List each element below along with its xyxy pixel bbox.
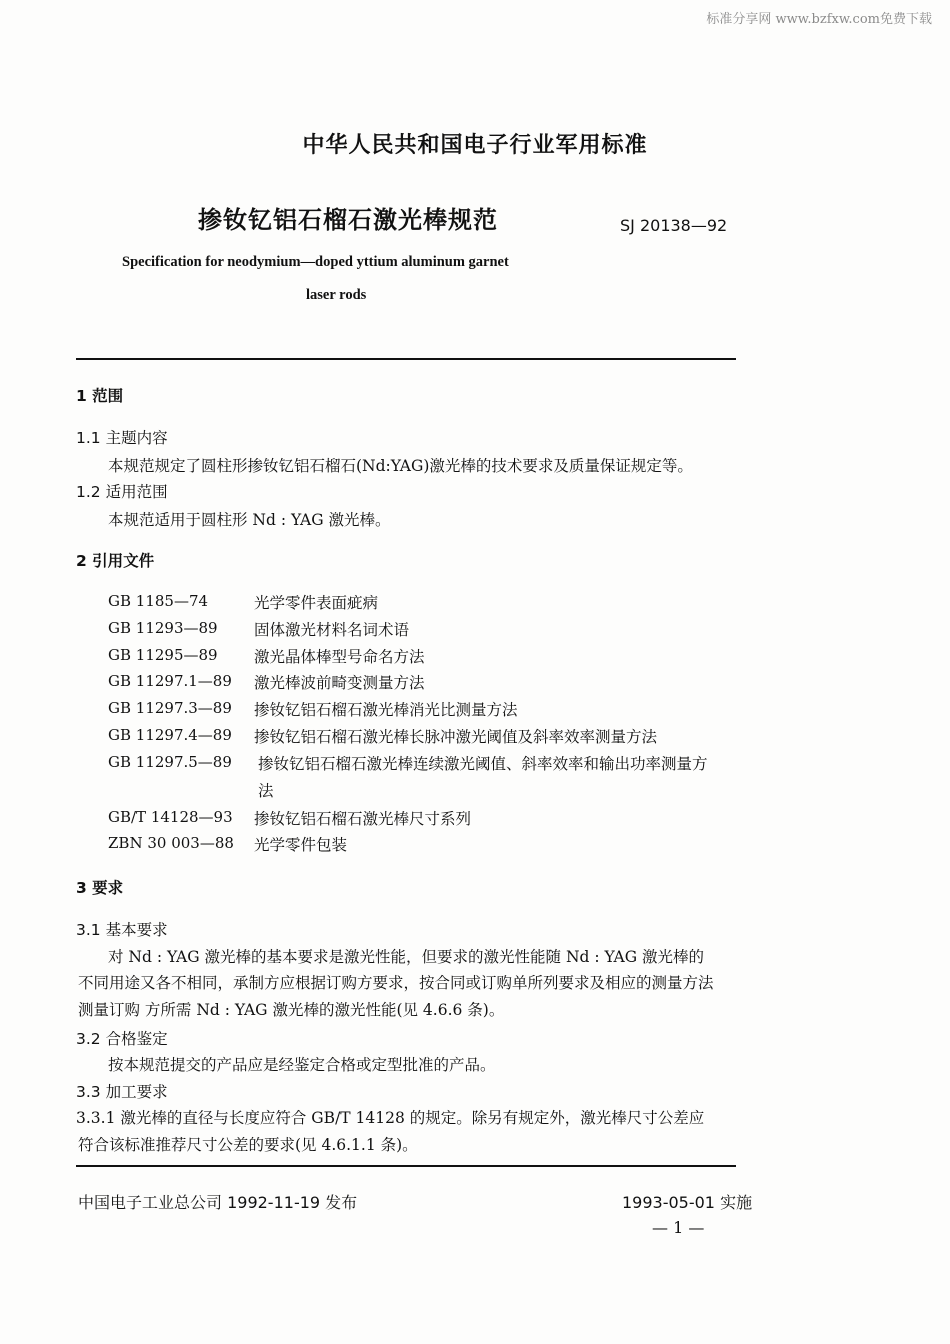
section-3-1-text-line1: 对 Nd : YAG 激光棒的基本要求是激光性能，但要求的激光性能随 Nd : YAG 激光棒的 [108,948,705,966]
ref-title: 掺钕钇铝石榴石激光棒消光比测量方法 [254,701,518,719]
section-3-3-1-text-line1: 3.3.1 激光棒的直径与长度应符合 GB/T 14128 的规定。除另有规定外，激光棒尺寸公差应 [76,1109,705,1127]
ref-code: GB 11297.5—89 [108,753,232,771]
section-3-2-text: 按本规范提交的产品应是经鉴定合格或定型批准的产品。 [108,1056,496,1074]
ref-code: GB 1185—74 [108,592,209,610]
section-1-2-text: 本规范适用于圆柱形 Nd : YAG 激光棒。 [108,511,391,529]
section-3-1-text-line3: 测量订购 方所需 Nd : YAG 激光棒的激光性能(见 4.6.6 条)。 [78,1001,505,1019]
ref-title: 掺钕钇铝石榴石激光棒长脉冲激光阈值及斜率效率测量方法 [254,728,658,746]
effective-date: 1993-05-01 实施 [622,1193,753,1212]
english-title-line2: laser rods [306,287,367,303]
ref-title-continued: 法 [258,782,274,800]
section-3-3-heading: 3.3 加工要求 [76,1083,168,1101]
section-2-heading: 2 引用文件 [76,552,155,570]
section-3-2-heading: 3.2 合格鉴定 [76,1030,168,1048]
section-1-heading: 1 范围 [76,387,124,405]
watermark: 标准分享网 www.bzfxw.com免费下载 [706,12,932,27]
ref-title: 光学零件表面疵病 [254,594,379,612]
section-3-1-heading: 3.1 基本要求 [76,921,168,939]
ref-code: GB 11297.3—89 [108,699,232,717]
ref-code: ZBN 30 003—88 [108,834,234,852]
section-1-2-heading: 1.2 适用范围 [76,483,168,501]
section-1-1-text: 本规范规定了圆柱形掺钕钇铝石榴石(Nd:YAG)激光棒的技术要求及质量保证规定等。 [108,457,693,475]
ref-title: 掺钕钇铝石榴石激光棒连续激光阈值、斜率效率和输出功率测量方 [258,755,708,773]
document-title: 掺钕钇铝石榴石激光棒规范 [198,206,498,234]
footer-rule [76,1165,736,1167]
ref-code: GB 11295—89 [108,646,218,664]
ref-code: GB 11293—89 [108,619,218,637]
ref-title: 激光棒波前畸变测量方法 [254,674,425,692]
section-3-1-text-line2: 不同用途又各不相同，承制方应根据订购方要求，按合同或订购单所列要求及相应的测量方法 [78,974,714,992]
ref-code: GB/T 14128—93 [108,808,233,826]
section-1-1-heading: 1.1 主题内容 [76,429,168,447]
ref-title: 固体激光材料名词术语 [254,621,410,639]
header-rule [76,358,736,360]
ref-code: GB 11297.1—89 [108,672,232,690]
english-title-line1: Specification for neodymium—doped yttium aluminum garnet [122,254,509,270]
ref-code: GB 11297.4—89 [108,726,232,744]
ref-title: 光学零件包装 [254,836,348,854]
standard-name: 中华人民共和国电子行业军用标准 [302,133,648,158]
section-3-3-1-text-line2: 符合该标准推荐尺寸公差的要求(见 4.6.1.1 条)。 [78,1136,418,1154]
ref-title: 激光晶体棒型号命名方法 [254,648,425,666]
section-3-heading: 3 要求 [76,879,124,897]
page-number: — 1 — [652,1218,705,1237]
standard-code: SJ 20138—92 [620,216,728,235]
ref-title: 掺钕钇铝石榴石激光棒尺寸系列 [254,810,472,828]
issuer-line: 中国电子工业总公司 1992-11-19 发布 [78,1193,358,1212]
